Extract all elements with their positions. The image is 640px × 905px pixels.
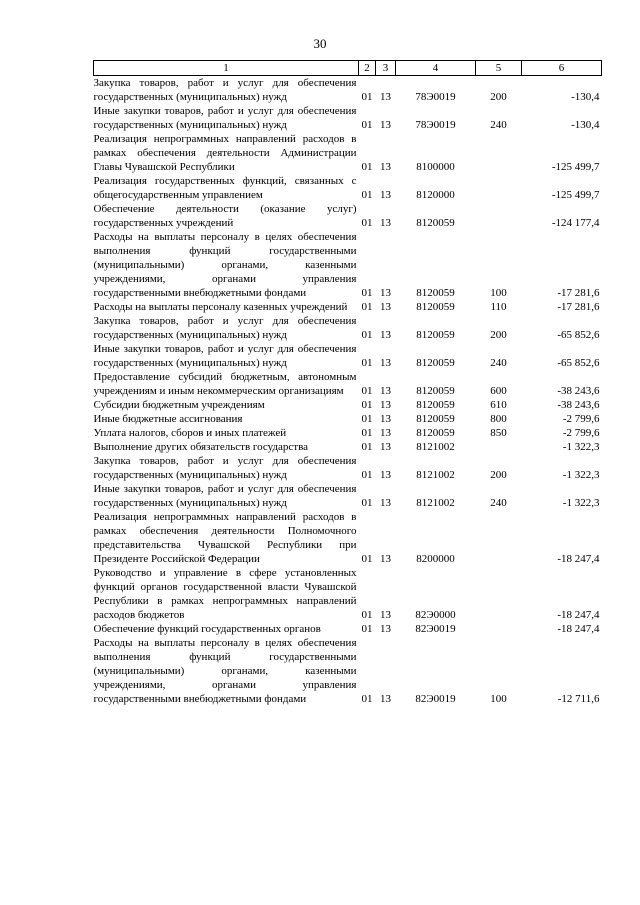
section-code: 01: [361, 217, 373, 229]
target-article-code: 8120000: [416, 189, 455, 201]
amount: -2 799,6: [562, 427, 600, 439]
expense-type-code: [476, 174, 522, 202]
expense-name: Выполнение других обязательств государства: [93, 441, 309, 453]
expense-type-code: 100: [490, 287, 507, 299]
subsection-code: 13: [380, 623, 391, 635]
expense-type-code: 850: [490, 427, 507, 439]
subsection-code: 13: [380, 357, 391, 369]
expense-name: Закупка товаров, работ и услуг для обеспечения государственных (муниципальных) нужд: [93, 455, 357, 481]
expense-type-code: 200: [490, 91, 507, 103]
table-row: [94, 202, 602, 230]
amount: -65 852,6: [557, 357, 600, 369]
subsection-code: 13: [380, 497, 391, 509]
expense-name: Обеспечение деятельности (оказание услуг) государственных учреждений: [93, 203, 357, 229]
section-code: 01: [361, 469, 373, 481]
table-row: [94, 636, 602, 706]
target-article-code: 82Э0019: [415, 623, 456, 635]
target-article-code: 8120059: [416, 427, 455, 439]
subsection-code: 13: [380, 693, 391, 705]
header-col-6: 6: [522, 61, 602, 76]
target-article-code: 8120059: [416, 329, 455, 341]
target-article-code: 8120059: [416, 413, 455, 425]
subsection-code: 13: [380, 609, 391, 621]
expense-type-code: 110: [490, 301, 507, 313]
expense-name: Уплата налогов, сборов и иных платежей: [93, 427, 287, 439]
amount: -17 281,6: [557, 287, 600, 299]
section-code: 01: [361, 189, 373, 201]
amount: -124 177,4: [551, 217, 600, 229]
amount: -18 247,4: [557, 609, 600, 621]
table-row: [94, 342, 602, 370]
table-row: [94, 230, 602, 300]
expense-type-code: [476, 132, 522, 174]
section-code: 01: [361, 399, 373, 411]
expense-type-code: [476, 566, 522, 622]
table-row: [94, 440, 602, 454]
amount: -17 281,6: [557, 301, 600, 313]
target-article-code: 8120059: [416, 301, 455, 313]
expense-type-code: 240: [490, 497, 507, 509]
header-col-1: 1: [94, 61, 359, 76]
table-row: [94, 566, 602, 622]
table-row: [94, 132, 602, 174]
expense-name: Закупка товаров, работ и услуг для обеспечения государственных (муниципальных) нужд: [93, 315, 357, 341]
section-code: 01: [361, 553, 373, 565]
amount: -38 243,6: [557, 399, 600, 411]
target-article-code: 8121002: [416, 441, 455, 453]
subsection-code: 13: [380, 329, 391, 341]
subsection-code: 13: [380, 413, 391, 425]
expense-type-code: [476, 510, 522, 566]
expense-name: Предоставление субсидий бюджетным, автономным учреждениям и иным некоммерческим организациям: [93, 371, 357, 397]
amount: -125 499,7: [551, 189, 600, 201]
section-code: 01: [361, 693, 373, 705]
section-code: 01: [361, 441, 373, 453]
section-code: 01: [361, 287, 373, 299]
expense-type-code: 200: [490, 469, 507, 481]
header-col-3: 3: [376, 61, 396, 76]
expense-type-code: 240: [490, 357, 507, 369]
table-body: [94, 76, 602, 707]
subsection-code: 13: [380, 287, 391, 299]
expense-name: Закупка товаров, работ и услуг для обеспечения государственных (муниципальных) нужд: [93, 77, 357, 103]
amount: -65 852,6: [557, 329, 600, 341]
table-row: [94, 426, 602, 440]
table-row: [94, 76, 602, 105]
expense-type-code: 200: [490, 329, 507, 341]
amount: -1 322,3: [562, 469, 600, 481]
subsection-code: 13: [380, 553, 391, 565]
amount: -125 499,7: [551, 161, 600, 173]
target-article-code: 82Э0000: [415, 609, 456, 621]
table-header: [94, 61, 602, 76]
table-row: [94, 314, 602, 342]
expense-name: Иные закупки товаров, работ и услуг для обеспечения государственных (муниципальных) нужд: [93, 483, 357, 509]
expense-type-code: 800: [490, 413, 507, 425]
expense-name: Расходы на выплаты персоналу казенных учреждений: [93, 301, 348, 313]
target-article-code: 82Э0019: [415, 693, 456, 705]
expense-type-code: 610: [490, 399, 507, 411]
amount: -130,4: [571, 91, 600, 103]
target-article-code: 8200000: [416, 553, 455, 565]
expense-type-code: [476, 622, 522, 636]
subsection-code: 13: [380, 385, 391, 397]
amount: -12 711,6: [557, 693, 600, 705]
expense-name: Иные бюджетные ассигнования: [93, 413, 243, 425]
target-article-code: 8120059: [416, 287, 455, 299]
section-code: 01: [361, 329, 373, 341]
section-code: 01: [361, 497, 373, 509]
section-code: 01: [361, 385, 373, 397]
expense-name: Обеспечение функций государственных органов: [93, 623, 321, 635]
table-row: [94, 370, 602, 398]
table-row: [94, 622, 602, 636]
section-code: 01: [361, 609, 373, 621]
subsection-code: 13: [380, 217, 391, 229]
subsection-code: 13: [380, 399, 391, 411]
subsection-code: 13: [380, 469, 391, 481]
table-row: [94, 510, 602, 566]
amount: -130,4: [571, 119, 600, 131]
target-article-code: 8120059: [416, 217, 455, 229]
header-col-2: 2: [359, 61, 376, 76]
expense-name: Реализация государственных функций, связанных с общегосударственным управлением: [93, 175, 357, 201]
amount: -18 247,4: [557, 623, 600, 635]
expense-type-code: 600: [490, 385, 507, 397]
section-code: 01: [361, 427, 373, 439]
expense-type-code: [476, 440, 522, 454]
subsection-code: 13: [380, 441, 391, 453]
subsection-code: 13: [380, 161, 391, 173]
amount: -38 243,6: [557, 385, 600, 397]
expense-name: Расходы на выплаты персоналу в целях обеспечения выполнения функций государственными (муниципальными) органами, казенными учреждениями, органами управления государственными внебюджетными фондами: [93, 231, 357, 299]
target-article-code: 8120059: [416, 385, 455, 397]
target-article-code: 8120059: [416, 357, 455, 369]
table-row: [94, 174, 602, 202]
target-article-code: 8100000: [416, 161, 455, 173]
expense-name: Расходы на выплаты персоналу в целях обеспечения выполнения функций государственными (муниципальными) органами, казенными учреждениями, органами управления государственными внебюджетными фондами: [93, 637, 357, 705]
table-row: [94, 412, 602, 426]
section-code: 01: [361, 161, 373, 173]
expense-type-code: [476, 202, 522, 230]
amount: -1 322,3: [562, 441, 600, 453]
subsection-code: 13: [380, 189, 391, 201]
subsection-code: 13: [380, 301, 391, 313]
expense-name: Иные закупки товаров, работ и услуг для обеспечения государственных (муниципальных) нужд: [93, 343, 357, 369]
table-row: [94, 300, 602, 314]
section-code: 01: [361, 119, 373, 131]
expense-type-code: 100: [490, 693, 507, 705]
header-col-5: 5: [476, 61, 522, 76]
header-col-4: 4: [396, 61, 476, 76]
target-article-code: 8121002: [416, 469, 455, 481]
target-article-code: 8120059: [416, 399, 455, 411]
table-row: [94, 104, 602, 132]
amount: -18 247,4: [557, 553, 600, 565]
subsection-code: 13: [380, 91, 391, 103]
amount: -2 799,6: [562, 413, 600, 425]
section-code: 01: [361, 91, 373, 103]
section-code: 01: [361, 413, 373, 425]
budget-table: [93, 60, 602, 706]
table-row: [94, 454, 602, 482]
target-article-code: 78Э0019: [415, 119, 456, 131]
section-code: 01: [361, 357, 373, 369]
subsection-code: 13: [380, 119, 391, 131]
expense-name: Реализация непрограммных направлений расходов в рамках обеспечения деятельности Полномочного представительства Чувашской Республики при Президенте Российской Федерации: [93, 511, 357, 565]
expense-name: Реализация непрограммных направлений расходов в рамках обеспечения деятельности Администрации Главы Чувашской Республики: [93, 133, 357, 173]
section-code: 01: [361, 623, 373, 635]
target-article-code: 78Э0019: [415, 91, 456, 103]
table-row: [94, 482, 602, 510]
page-number: 30: [313, 36, 327, 51]
expense-name: Руководство и управление в сфере установленных функций органов государственной власти Чувашской Республики в рамках непрограммных направлений расходов бюджетов: [93, 567, 357, 621]
target-article-code: 8121002: [416, 497, 455, 509]
expense-name: Иные закупки товаров, работ и услуг для обеспечения государственных (муниципальных) нужд: [93, 105, 357, 131]
section-code: 01: [361, 301, 373, 313]
expense-type-code: 240: [490, 119, 507, 131]
amount: -1 322,3: [562, 497, 600, 509]
table-row: [94, 398, 602, 412]
subsection-code: 13: [380, 427, 391, 439]
expense-name: Субсидии бюджетным учреждениям: [93, 399, 265, 411]
